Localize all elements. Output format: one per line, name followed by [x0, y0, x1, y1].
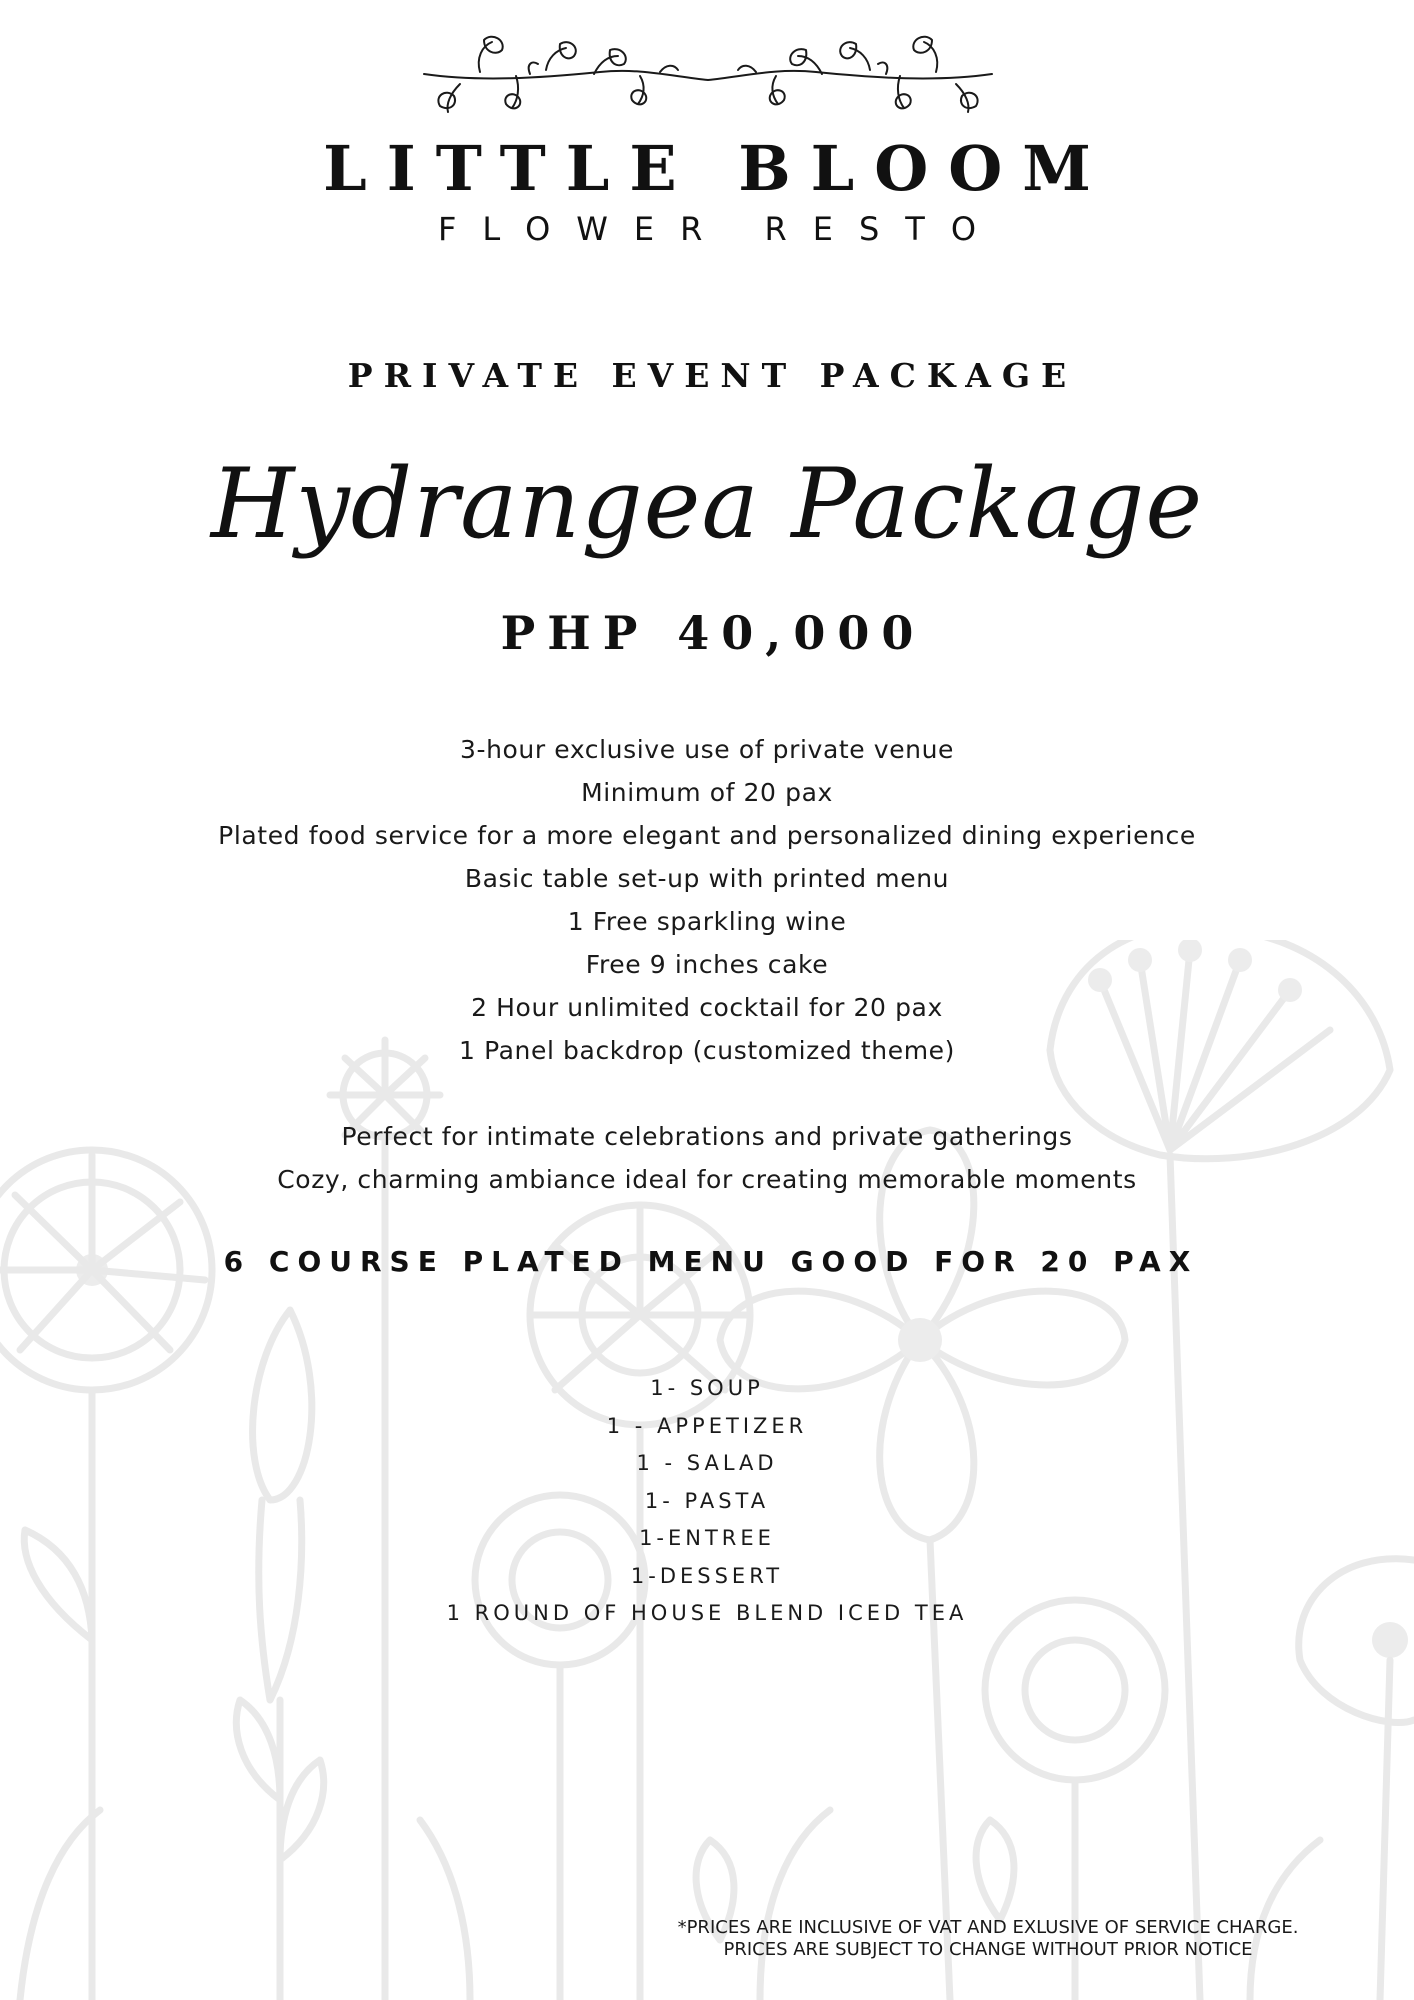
floral-vine-ornament-icon [420, 34, 996, 118]
highlights-list [0, 1115, 1414, 1201]
brand-subtitle: FLOWER RESTO [437, 210, 1003, 248]
menu-course-item: 1-ENTREE [639, 1526, 775, 1550]
menu-course-item: 1 ROUND OF HOUSE BLEND ICED TEA [446, 1601, 968, 1625]
menu-course-list [0, 1370, 1414, 1633]
price-disclaimer [608, 1917, 1368, 1961]
disclaimer-line: PRICES ARE SUBJECT TO CHANGE WITHOUT PRIOR NOTICE [723, 1939, 1253, 1960]
inclusion-item: Free 9 inches cake [585, 950, 829, 979]
menu-course-item: 1-DESSERT [630, 1563, 784, 1588]
menu-heading: 6 COURSE PLATED MENU GOOD FOR 20 PAX [223, 1245, 1199, 1278]
inclusion-item: Plated food service for a more elegant and personalized dining experience [218, 821, 1196, 850]
brand-name: LITTLE BLOOM [323, 132, 1111, 205]
inclusion-item: 3-hour exclusive use of private venue [459, 735, 955, 764]
menu-course-item: 1- SOUP [650, 1376, 764, 1400]
inclusion-item: Basic table set-up with printed menu [464, 864, 950, 893]
menu-course-item: 1 - SALAD [636, 1451, 778, 1475]
inclusion-item: 1 Free sparkling wine [567, 907, 847, 936]
inclusions-list [0, 728, 1414, 1072]
package-name: Hydrangea Package [210, 448, 1204, 560]
highlight-item: Cozy, charming ambiance ideal for creating memorable moments [277, 1165, 1137, 1194]
leaves-icon [20, 1810, 1320, 2000]
package-price: PHP 40,000 [500, 606, 926, 660]
menu-course-item: 1 - APPETIZER [606, 1413, 808, 1438]
highlight-item: Perfect for intimate celebrations and private gatherings [341, 1122, 1073, 1151]
disclaimer-line: *PRICES ARE INCLUSIVE OF VAT AND EXLUSIVE OF SERVICE CHARGE. [677, 1917, 1299, 1938]
inclusion-item: 2 Hour unlimited cocktail for 20 pax [471, 993, 943, 1022]
inclusion-item: 1 Panel backdrop (customized theme) [459, 1036, 955, 1065]
inclusion-item: Minimum of 20 pax [581, 778, 833, 807]
event-heading: PRIVATE EVENT PACKAGE [347, 356, 1078, 395]
menu-course-item: 1- PASTA [644, 1488, 770, 1513]
